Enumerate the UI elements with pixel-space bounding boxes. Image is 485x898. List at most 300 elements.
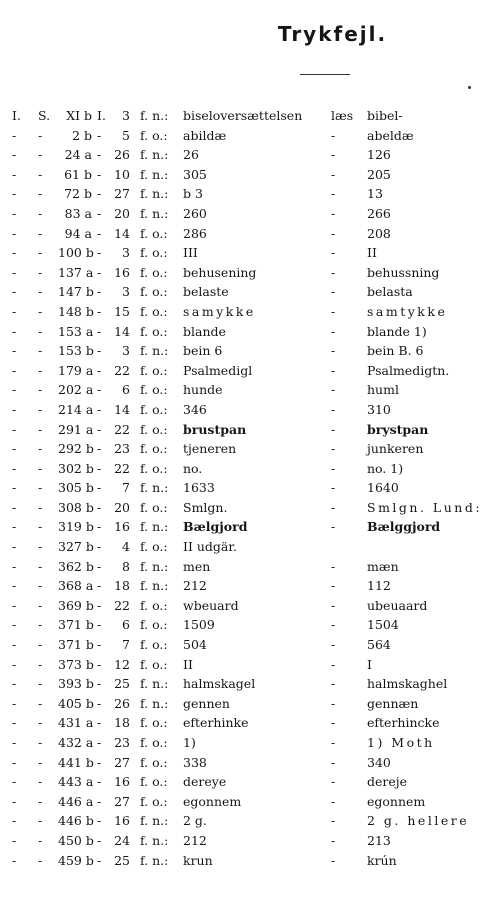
read-marker: - bbox=[331, 813, 336, 829]
errata-row bbox=[0, 615, 485, 635]
read-marker: - bbox=[331, 166, 336, 182]
corrected-text: 266 bbox=[367, 205, 391, 221]
volume-ref: - bbox=[12, 793, 17, 809]
line-prefix: - bbox=[97, 401, 102, 417]
line-prefix: - bbox=[97, 754, 102, 770]
errata-row bbox=[0, 106, 485, 126]
page-prefix: - bbox=[38, 774, 43, 790]
line-number: 7 bbox=[122, 637, 130, 653]
line-prefix: - bbox=[97, 186, 102, 202]
errata-row bbox=[0, 517, 485, 537]
page-prefix: - bbox=[38, 539, 43, 555]
ink-dot bbox=[468, 86, 471, 89]
line-prefix: - bbox=[97, 147, 102, 163]
erroneous-text: II udgär. bbox=[183, 539, 237, 555]
volume-ref: - bbox=[12, 539, 17, 555]
erroneous-text: II bbox=[183, 656, 193, 672]
line-prefix: - bbox=[97, 852, 102, 868]
line-direction: f. n.: bbox=[140, 813, 169, 829]
volume-ref: - bbox=[12, 617, 17, 633]
errata-row bbox=[0, 459, 485, 479]
read-marker: - bbox=[331, 147, 336, 163]
erroneous-text: 2 g. bbox=[183, 813, 207, 829]
erroneous-text: 338 bbox=[183, 754, 207, 770]
page-prefix: - bbox=[38, 225, 43, 241]
read-marker: - bbox=[331, 715, 336, 731]
line-number: 5 bbox=[122, 127, 130, 143]
corrected-text: 1640 bbox=[367, 480, 399, 496]
volume-ref: - bbox=[12, 186, 17, 202]
line-number: 3 bbox=[122, 343, 130, 359]
line-direction: f. n.: bbox=[140, 852, 169, 868]
corrected-text: 112 bbox=[367, 578, 391, 594]
line-direction: f. o.: bbox=[140, 735, 168, 750]
page-ref: 371 b bbox=[58, 637, 94, 653]
line-number: 18 bbox=[114, 715, 130, 731]
read-marker: - bbox=[331, 852, 336, 868]
page-prefix: - bbox=[38, 382, 43, 398]
line-direction: f. o.: bbox=[140, 284, 168, 300]
read-marker: - bbox=[331, 225, 336, 241]
page-prefix: - bbox=[38, 460, 43, 476]
corrected-text: abeldæ bbox=[367, 127, 414, 143]
errata-row bbox=[0, 165, 485, 185]
page-ref: 308 b bbox=[58, 499, 94, 515]
line-prefix: - bbox=[97, 558, 102, 574]
page-ref: 302 b bbox=[58, 460, 94, 476]
line-prefix: - bbox=[97, 284, 102, 300]
page-prefix: - bbox=[38, 343, 43, 359]
line-prefix: - bbox=[97, 245, 102, 261]
errata-row bbox=[0, 811, 485, 831]
errata-row bbox=[0, 498, 485, 518]
line-direction: f. n.: bbox=[140, 480, 169, 496]
page-prefix: - bbox=[38, 166, 43, 182]
line-direction: f. o.: bbox=[140, 421, 168, 437]
line-direction: f. n.: bbox=[140, 108, 169, 123]
line-prefix: - bbox=[97, 637, 102, 653]
read-marker: - bbox=[331, 656, 336, 672]
title-divider bbox=[300, 74, 350, 75]
erroneous-text: Bælgjord bbox=[183, 519, 248, 535]
line-number: 22 bbox=[114, 362, 130, 378]
corrected-text: egonnem bbox=[367, 793, 426, 809]
page-ref: 405 b bbox=[58, 695, 94, 711]
page-ref: 393 b bbox=[58, 676, 94, 692]
page-ref: 153 a bbox=[58, 323, 94, 339]
volume-ref: - bbox=[12, 382, 17, 398]
page-prefix: - bbox=[38, 578, 43, 594]
line-direction: f. o.: bbox=[140, 245, 168, 261]
line-direction: f. n.: bbox=[140, 343, 169, 359]
page-prefix: - bbox=[38, 695, 43, 711]
line-prefix: - bbox=[97, 362, 102, 378]
read-marker: - bbox=[331, 460, 336, 476]
errata-row bbox=[0, 126, 485, 146]
line-direction: f. n.: bbox=[140, 676, 169, 692]
read-marker: - bbox=[331, 754, 336, 770]
page-prefix: S. bbox=[38, 108, 51, 123]
erroneous-text: biseloversættelsen bbox=[183, 108, 303, 123]
line-prefix: - bbox=[97, 441, 102, 457]
corrected-text: 564 bbox=[367, 637, 391, 653]
corrected-text: I bbox=[367, 656, 372, 672]
line-prefix: - bbox=[97, 813, 102, 829]
erroneous-text: bein 6 bbox=[183, 343, 223, 359]
page-prefix: - bbox=[38, 617, 43, 633]
erroneous-text: krun bbox=[183, 852, 213, 868]
line-prefix: - bbox=[97, 774, 102, 790]
line-direction: f. o.: bbox=[140, 754, 168, 770]
erroneous-text: b 3 bbox=[183, 186, 203, 202]
corrected-text: halmskaghel bbox=[367, 676, 448, 692]
read-marker: - bbox=[331, 578, 336, 594]
errata-row bbox=[0, 145, 485, 165]
errata-row bbox=[0, 831, 485, 851]
page-ref: XI b bbox=[66, 108, 92, 123]
corrected-text: 310 bbox=[367, 401, 391, 417]
page-prefix: - bbox=[38, 813, 43, 829]
line-direction: f. n.: bbox=[140, 205, 169, 221]
read-marker: - bbox=[331, 205, 336, 221]
line-prefix: - bbox=[97, 539, 102, 555]
read-marker: - bbox=[331, 597, 336, 613]
erroneous-text: gennen bbox=[183, 695, 230, 711]
volume-ref: - bbox=[12, 832, 17, 848]
line-number: 7 bbox=[122, 480, 130, 496]
page-prefix: - bbox=[38, 499, 43, 515]
errata-row bbox=[0, 576, 485, 596]
line-number: 3 bbox=[122, 245, 130, 261]
line-direction: f. o.: bbox=[140, 127, 168, 143]
erroneous-text: 286 bbox=[183, 225, 207, 241]
corrected-text: ubeuaard bbox=[367, 597, 428, 613]
errata-row bbox=[0, 224, 485, 244]
line-direction: f. o.: bbox=[140, 617, 168, 633]
volume-ref: - bbox=[12, 323, 17, 339]
line-direction: f. o.: bbox=[140, 303, 168, 319]
line-prefix: - bbox=[97, 343, 102, 359]
volume-ref: - bbox=[12, 774, 17, 790]
read-marker: - bbox=[331, 558, 336, 574]
page-ref: 373 b bbox=[58, 656, 94, 672]
volume-ref: - bbox=[12, 284, 17, 300]
corrected-text: 213 bbox=[367, 832, 391, 848]
read-marker: - bbox=[331, 245, 336, 261]
line-prefix: - bbox=[97, 127, 102, 143]
page-prefix: - bbox=[38, 637, 43, 653]
page-ref: 2 b bbox=[72, 127, 92, 143]
volume-ref: - bbox=[12, 264, 17, 280]
errata-row bbox=[0, 792, 485, 812]
page-ref: 137 a bbox=[58, 264, 94, 280]
line-number: 26 bbox=[114, 695, 130, 711]
erroneous-text: 1509 bbox=[183, 617, 215, 633]
volume-ref: - bbox=[12, 656, 17, 672]
line-prefix: - bbox=[97, 303, 102, 319]
page-prefix: - bbox=[38, 715, 43, 731]
line-prefix: - bbox=[97, 323, 102, 339]
volume-ref: - bbox=[12, 245, 17, 261]
line-prefix: - bbox=[97, 578, 102, 594]
line-number: 22 bbox=[114, 421, 130, 437]
page-prefix: - bbox=[38, 323, 43, 339]
erroneous-text: 212 bbox=[183, 832, 207, 848]
line-direction: f. n.: bbox=[140, 147, 169, 163]
corrected-text: blande 1) bbox=[367, 323, 427, 339]
line-number: 24 bbox=[114, 832, 130, 848]
errata-row bbox=[0, 322, 485, 342]
page-ref: 24 a bbox=[64, 147, 92, 163]
line-prefix: - bbox=[97, 499, 102, 515]
corrected-text: Bælggjord bbox=[367, 519, 441, 535]
errata-row bbox=[0, 537, 485, 557]
corrected-text: Smlgn. Lund: bbox=[367, 499, 483, 515]
corrected-text: 340 bbox=[367, 754, 391, 770]
line-direction: f. n.: bbox=[140, 578, 169, 594]
line-direction: f. n.: bbox=[140, 519, 169, 535]
line-direction: f. o.: bbox=[140, 264, 168, 280]
line-prefix: - bbox=[97, 421, 102, 437]
errata-row bbox=[0, 478, 485, 498]
volume-ref: - bbox=[12, 519, 17, 535]
volume-ref: - bbox=[12, 441, 17, 457]
page-ref: 443 a bbox=[58, 774, 94, 790]
read-marker: - bbox=[331, 735, 336, 750]
erroneous-text: belaste bbox=[183, 284, 229, 300]
erroneous-text: samykke bbox=[183, 303, 256, 319]
read-marker: - bbox=[331, 441, 336, 457]
line-number: 20 bbox=[114, 499, 130, 515]
erroneous-text: dereye bbox=[183, 774, 227, 790]
page-ref: 148 b bbox=[58, 303, 94, 319]
line-direction: f. o.: bbox=[140, 225, 168, 241]
line-number: 12 bbox=[114, 656, 130, 672]
page-ref: 369 b bbox=[58, 597, 94, 613]
line-prefix: I. bbox=[97, 108, 106, 123]
page-prefix: - bbox=[38, 793, 43, 809]
errata-row bbox=[0, 674, 485, 694]
errata-row bbox=[0, 635, 485, 655]
line-number: 8 bbox=[122, 558, 130, 574]
line-number: 14 bbox=[114, 323, 130, 339]
page-prefix: - bbox=[38, 421, 43, 437]
corrected-text: 13 bbox=[367, 186, 383, 202]
read-marker: - bbox=[331, 303, 336, 319]
page-ref: 214 a bbox=[58, 401, 94, 417]
corrected-text: belasta bbox=[367, 284, 413, 300]
erroneous-text: no. bbox=[183, 460, 203, 476]
corrected-text: 1504 bbox=[367, 617, 399, 633]
volume-ref: - bbox=[12, 303, 17, 319]
errata-row bbox=[0, 341, 485, 361]
page-prefix: - bbox=[38, 401, 43, 417]
errata-row bbox=[0, 184, 485, 204]
erroneous-text: tjeneren bbox=[183, 441, 237, 457]
line-direction: f. o.: bbox=[140, 597, 168, 613]
volume-ref: - bbox=[12, 813, 17, 829]
errata-row bbox=[0, 596, 485, 616]
line-number: 23 bbox=[114, 735, 130, 750]
page-prefix: - bbox=[38, 147, 43, 163]
page-ref: 100 b bbox=[58, 245, 94, 261]
line-number: 27 bbox=[114, 793, 130, 809]
errata-row bbox=[0, 439, 485, 459]
corrected-text: gennæn bbox=[367, 695, 419, 711]
erroneous-text: 260 bbox=[183, 205, 207, 221]
volume-ref: - bbox=[12, 127, 17, 143]
page-ref: 179 a bbox=[58, 362, 94, 378]
read-marker: - bbox=[331, 637, 336, 653]
volume-ref: - bbox=[12, 597, 17, 613]
corrected-text: bein B. 6 bbox=[367, 343, 424, 359]
page-prefix: - bbox=[38, 832, 43, 848]
line-number: 27 bbox=[114, 754, 130, 770]
volume-ref: - bbox=[12, 754, 17, 770]
read-marker: - bbox=[331, 323, 336, 339]
read-marker: - bbox=[331, 421, 336, 437]
errata-row bbox=[0, 380, 485, 400]
line-prefix: - bbox=[97, 695, 102, 711]
line-number: 26 bbox=[114, 147, 130, 163]
page-prefix: - bbox=[38, 362, 43, 378]
erroneous-text: egonnem bbox=[183, 793, 242, 809]
line-number: 16 bbox=[114, 774, 130, 790]
page-ref: 362 b bbox=[58, 558, 94, 574]
page-ref: 459 b bbox=[58, 852, 94, 868]
line-prefix: - bbox=[97, 832, 102, 848]
line-number: 27 bbox=[114, 186, 130, 202]
line-direction: f. o.: bbox=[140, 362, 168, 378]
line-direction: f. o.: bbox=[140, 774, 168, 790]
volume-ref: - bbox=[12, 852, 17, 868]
corrected-text: krún bbox=[367, 852, 397, 868]
page-ref: 319 b bbox=[58, 519, 94, 535]
page-ref: 72 b bbox=[64, 186, 92, 202]
erroneous-text: efterhinke bbox=[183, 715, 249, 731]
volume-ref: - bbox=[12, 166, 17, 182]
erroneous-text: behusening bbox=[183, 264, 257, 280]
errata-row bbox=[0, 733, 485, 753]
errata-row bbox=[0, 557, 485, 577]
volume-ref: - bbox=[12, 499, 17, 515]
line-direction: f. n.: bbox=[140, 695, 169, 711]
errata-row bbox=[0, 655, 485, 675]
volume-ref: - bbox=[12, 343, 17, 359]
line-direction: f. o.: bbox=[140, 401, 168, 417]
line-prefix: - bbox=[97, 519, 102, 535]
page-ref: 432 a bbox=[58, 735, 94, 750]
line-prefix: - bbox=[97, 460, 102, 476]
erroneous-text: 26 bbox=[183, 147, 199, 163]
read-marker: læs bbox=[331, 108, 354, 123]
read-marker: - bbox=[331, 284, 336, 300]
corrected-text: huml bbox=[367, 382, 399, 398]
corrected-text: 126 bbox=[367, 147, 391, 163]
page-prefix: - bbox=[38, 205, 43, 221]
read-marker: - bbox=[331, 401, 336, 417]
erroneous-text: halmskagel bbox=[183, 676, 256, 692]
line-number: 14 bbox=[114, 225, 130, 241]
page-prefix: - bbox=[38, 519, 43, 535]
line-number: 4 bbox=[122, 539, 130, 555]
line-number: 3 bbox=[122, 108, 130, 123]
errata-row bbox=[0, 713, 485, 733]
volume-ref: - bbox=[12, 480, 17, 496]
page-ref: 441 b bbox=[58, 754, 94, 770]
erroneous-text: brustpan bbox=[183, 421, 247, 437]
read-marker: - bbox=[331, 343, 336, 359]
page-prefix: - bbox=[38, 656, 43, 672]
volume-ref: - bbox=[12, 558, 17, 574]
read-marker: - bbox=[331, 832, 336, 848]
volume-ref: - bbox=[12, 676, 17, 692]
corrected-text: mæn bbox=[367, 558, 399, 574]
corrected-text: samtykke bbox=[367, 303, 448, 319]
volume-ref: - bbox=[12, 637, 17, 653]
corrected-text: 208 bbox=[367, 225, 391, 241]
page-ref: 202 a bbox=[58, 382, 94, 398]
page-prefix: - bbox=[38, 676, 43, 692]
errata-row bbox=[0, 694, 485, 714]
page-ref: 446 a bbox=[58, 793, 94, 809]
page-prefix: - bbox=[38, 127, 43, 143]
errata-row bbox=[0, 772, 485, 792]
volume-ref: - bbox=[12, 205, 17, 221]
line-number: 16 bbox=[114, 813, 130, 829]
volume-ref: - bbox=[12, 147, 17, 163]
page-title: Trykfejl. bbox=[277, 22, 388, 46]
read-marker: - bbox=[331, 382, 336, 398]
line-direction: f. n.: bbox=[140, 832, 169, 848]
corrected-text: 1) Moth bbox=[367, 735, 435, 750]
line-direction: f. o.: bbox=[140, 637, 168, 653]
line-prefix: - bbox=[97, 480, 102, 496]
erroneous-text: wbeuard bbox=[183, 597, 239, 613]
read-marker: - bbox=[331, 695, 336, 711]
line-direction: f. o.: bbox=[140, 382, 168, 398]
errata-row bbox=[0, 400, 485, 420]
erroneous-text: 346 bbox=[183, 401, 207, 417]
errata-row bbox=[0, 282, 485, 302]
volume-ref: - bbox=[12, 715, 17, 731]
line-number: 6 bbox=[122, 382, 130, 398]
volume-ref: - bbox=[12, 735, 17, 750]
page-ref: 61 b bbox=[64, 166, 92, 182]
corrected-text: bibel- bbox=[367, 108, 403, 123]
read-marker: - bbox=[331, 617, 336, 633]
page-prefix: - bbox=[38, 303, 43, 319]
line-direction: f. o.: bbox=[140, 539, 168, 555]
volume-ref: I. bbox=[12, 108, 21, 123]
page-prefix: - bbox=[38, 852, 43, 868]
corrected-text: behussning bbox=[367, 264, 440, 280]
page-prefix: - bbox=[38, 558, 43, 574]
line-prefix: - bbox=[97, 676, 102, 692]
volume-ref: - bbox=[12, 421, 17, 437]
erroneous-text: 1) bbox=[183, 735, 196, 750]
page-ref: 371 b bbox=[58, 617, 94, 633]
volume-ref: - bbox=[12, 401, 17, 417]
erroneous-text: 1633 bbox=[183, 480, 215, 496]
volume-ref: - bbox=[12, 460, 17, 476]
line-number: 22 bbox=[114, 597, 130, 613]
line-number: 15 bbox=[114, 303, 130, 319]
erroneous-text: blande bbox=[183, 323, 226, 339]
page-ref: 147 b bbox=[58, 284, 94, 300]
erroneous-text: men bbox=[183, 558, 211, 574]
volume-ref: - bbox=[12, 578, 17, 594]
